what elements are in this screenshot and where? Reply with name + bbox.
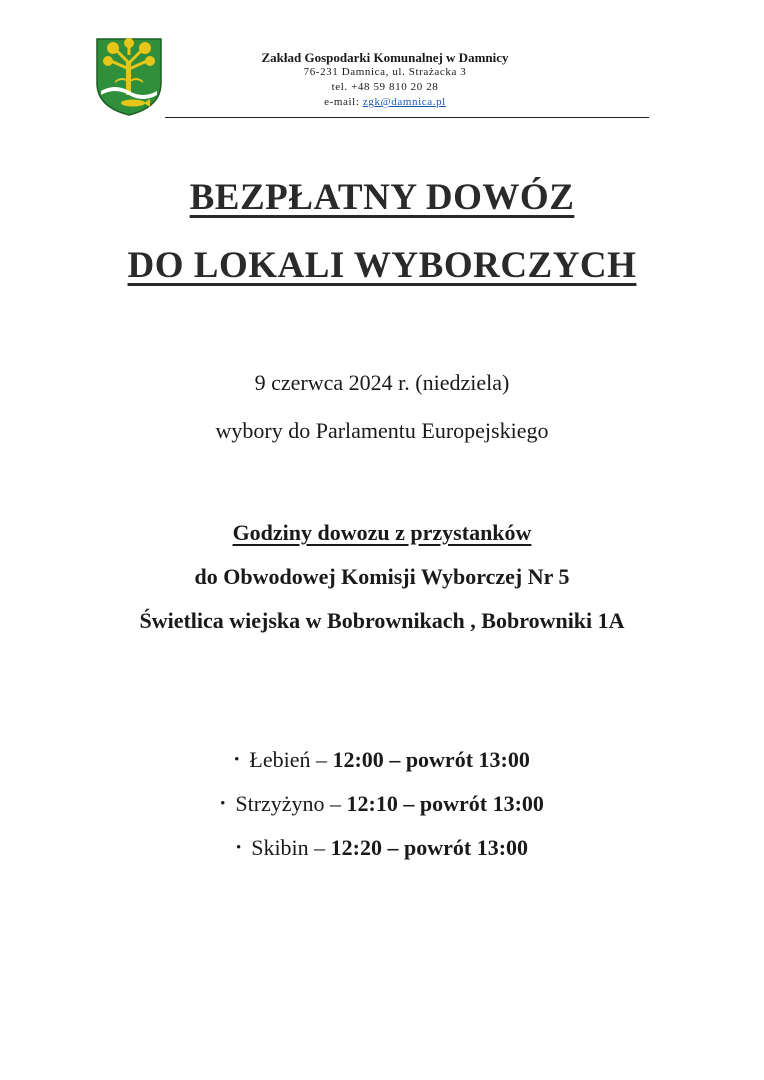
list-item: • Łebień – 12:00 – powrót 13:00 (234, 747, 530, 772)
list-item: • Skibin – 12:20 – powrót 13:00 (235, 835, 529, 860)
phone-number: tel. +48 59 810 20 28 (331, 81, 439, 93)
email-label: e-mail: (324, 96, 360, 108)
address: 76-231 Damnica, ul. Strażacka 3 (303, 66, 467, 78)
venue-address: Świetlica wiejska w Bobrownikach , Bobrowniki 1A (139, 608, 625, 633)
stop-place: Strzyżyno (235, 791, 325, 816)
stop-place: Łebień (249, 747, 311, 772)
email-line (205, 95, 565, 110)
coat-of-arms-icon (95, 37, 163, 117)
bullet-icon: • (234, 752, 240, 768)
list-item: • Strzyżyno – 12:10 – powrót 13:00 (220, 791, 544, 816)
stop-departure: 12:10 (346, 791, 398, 816)
election-name: wybory do Parlamentu Europejskiego (215, 418, 549, 443)
schedule-heading: Godziny dowozu z przystanków (232, 520, 532, 545)
letterhead (205, 50, 565, 110)
stop-return: powrót 13:00 (419, 791, 544, 816)
stop-place: Skibin (251, 835, 309, 860)
stops-list (0, 738, 764, 870)
header-divider (165, 117, 649, 118)
bullet-icon: • (235, 840, 242, 856)
stop-return: powrót 13:00 (405, 747, 530, 772)
bullet-icon: • (220, 796, 226, 812)
title-line-1: BEZPŁATNY DOWÓZ (189, 177, 575, 218)
stop-return: powrót 13:00 (404, 835, 529, 860)
event-date: 9 czerwca 2024 r. (niedziela) (254, 370, 510, 395)
title-line-2: DO LOKALI WYBORCZYCH (127, 245, 637, 286)
stop-departure: 12:20 (330, 835, 382, 860)
email-link[interactable]: zgk@damnica.pl (362, 96, 446, 108)
organization-name: Zakład Gospodarki Komunalnej w Damnicy (261, 50, 509, 65)
stop-departure: 12:00 (332, 747, 384, 772)
commission-name: do Obwodowej Komisji Wyborczej Nr 5 (194, 564, 570, 589)
